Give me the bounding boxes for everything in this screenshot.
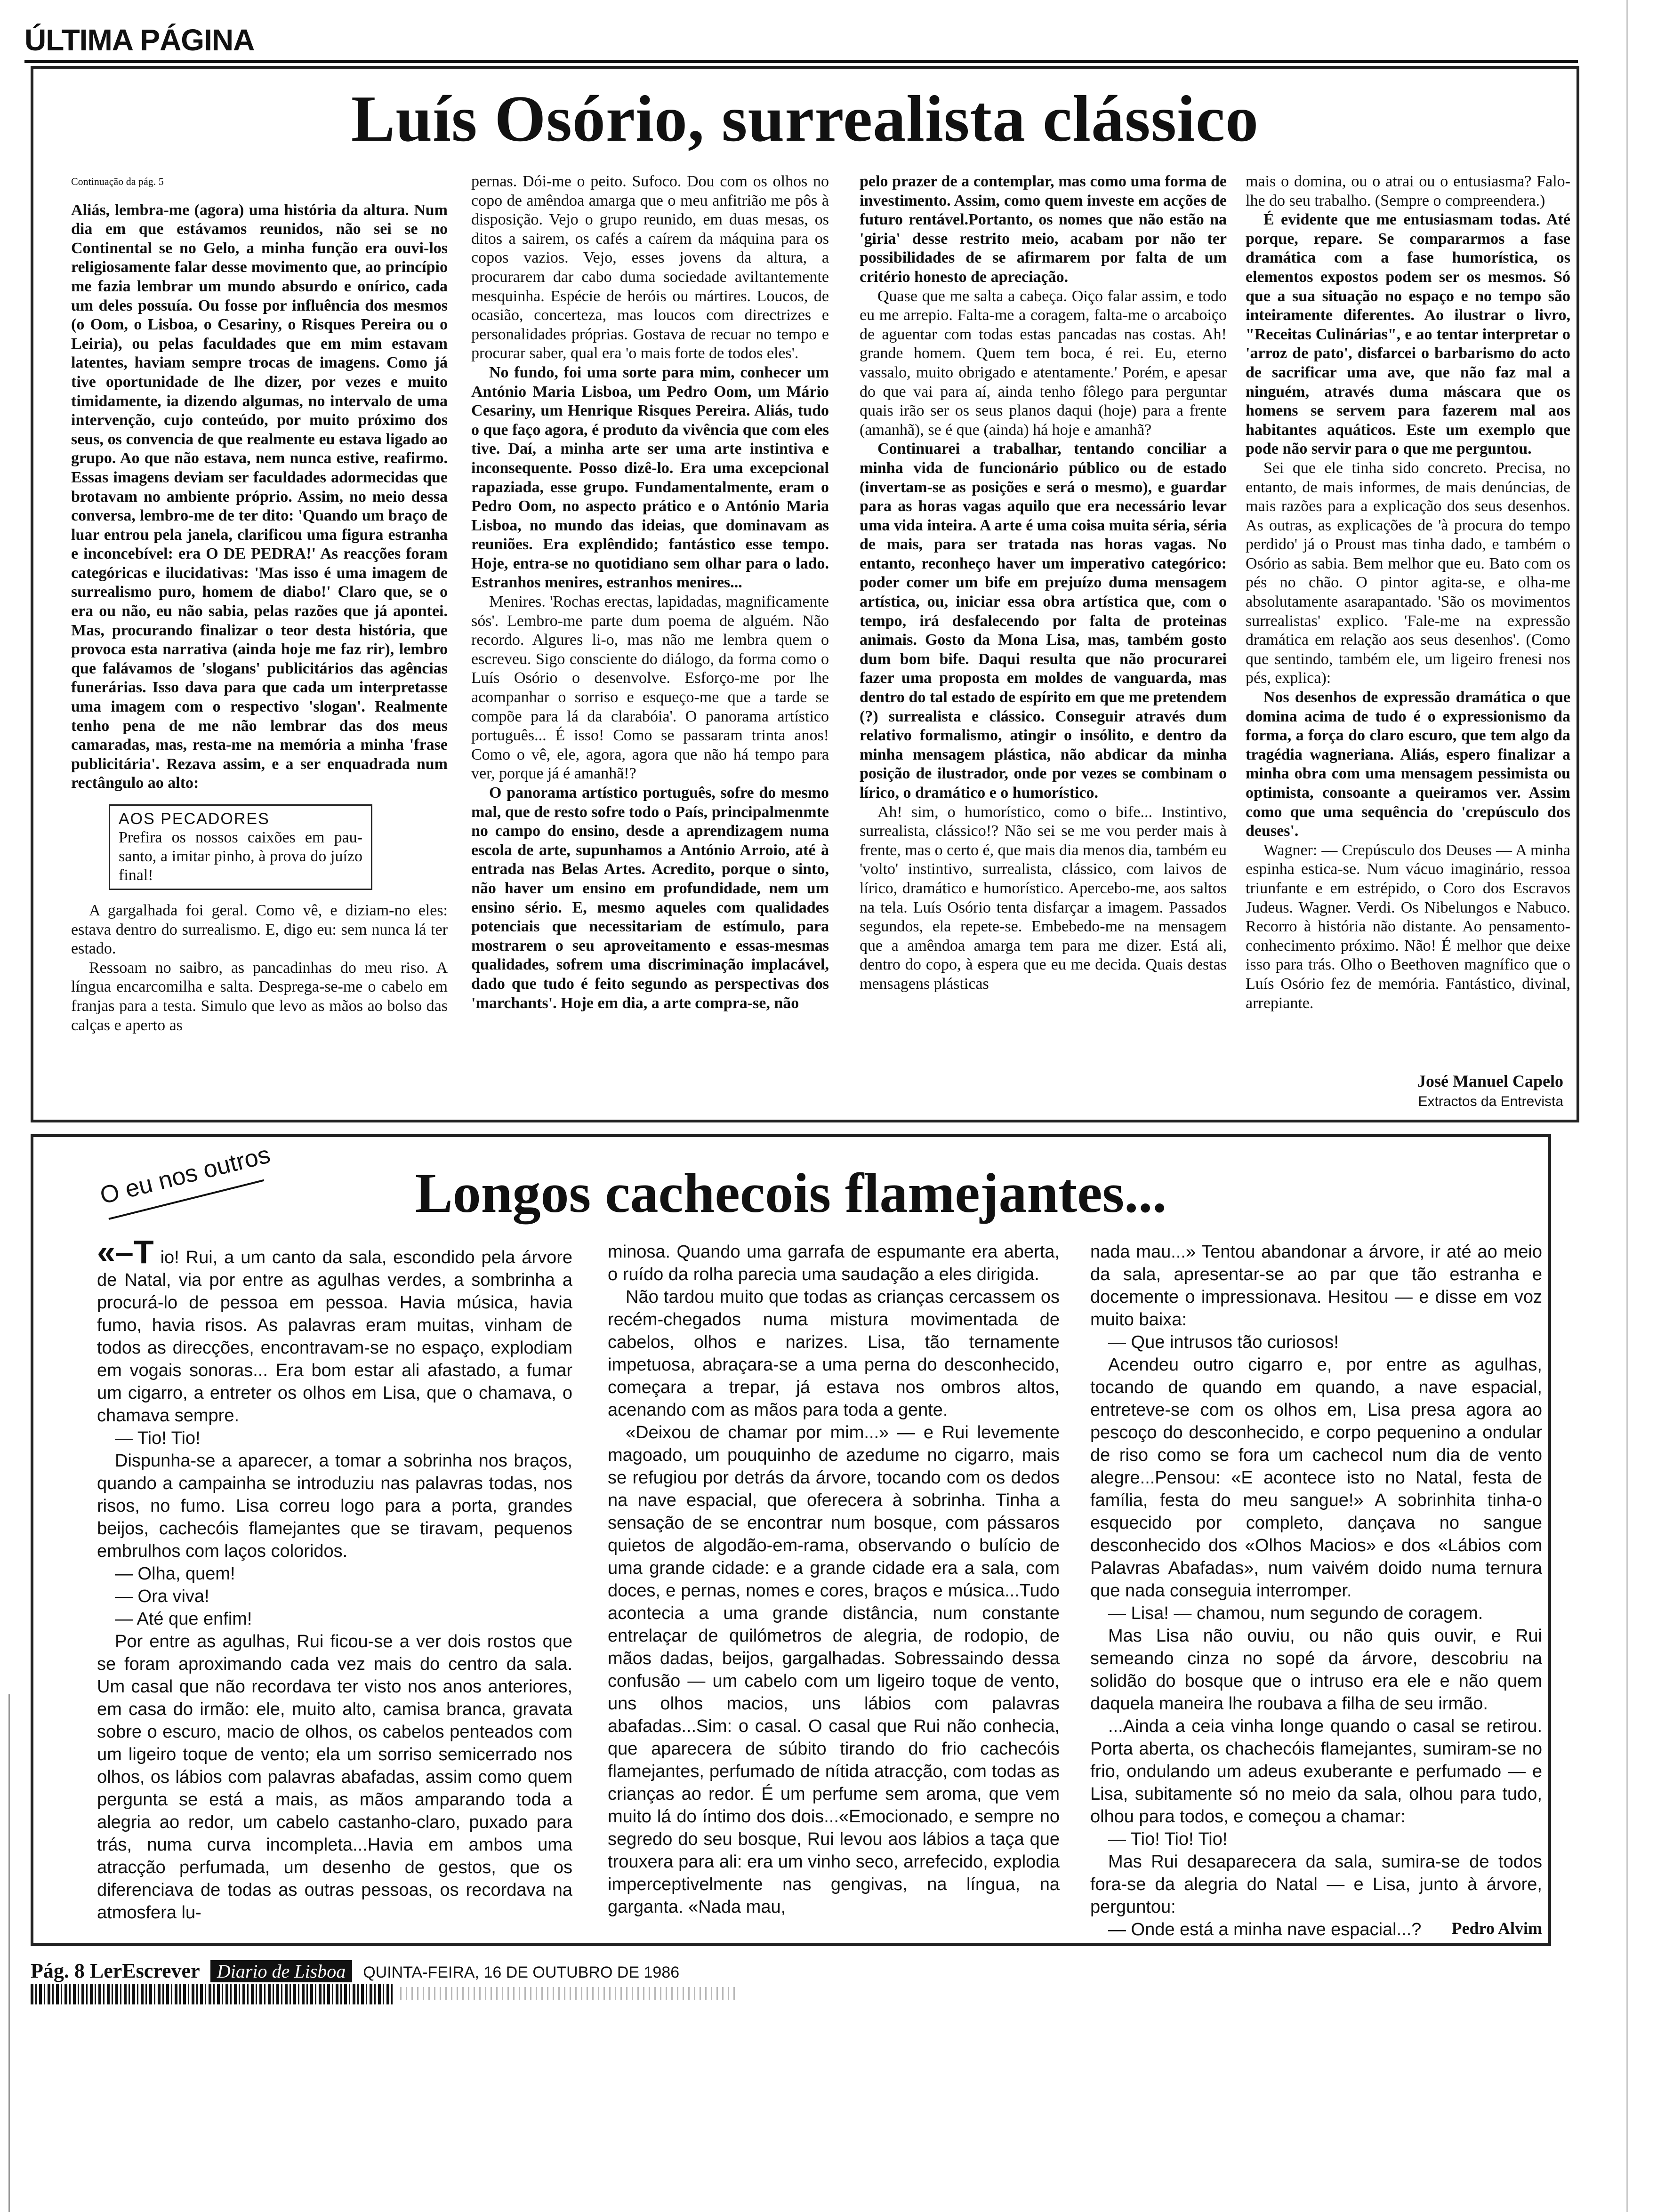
author-source: Extractos da Entrevista (1418, 1094, 1563, 1109)
paragraph: — Até que enfim! (115, 1609, 252, 1629)
continuation-note: Continuação da pág. 5 (71, 176, 164, 187)
paragraph: — Lisa! — chamou, num segundo de coragem. (1108, 1603, 1483, 1623)
paragraph: Por entre as agulhas, Rui ficou-se a ver dois rostos que se foram aproximando cada vez mais do centro da sala. Um casal que não recordava ter visto nos anos anteriores, em casa do irmão: ele, muito alto, camisa branca, gravata sobre o escuro, macio de olhos, os cabelos penteados com um ligeiro toque de vento; ela um sorriso semicerrado nos olhos, os lábios com palavras abafadas, assim como quem pergunta se está a mais, as mãos amparando toda a alegria ao redor, um cabelo castanho-claro, puxado para trás, numa curva incompleta...Havia em ambos uma atracção perfumada, um desenho de gestos, que os diferenciava de todas as outras pessoas, os recordava na atmosfera lu- (97, 1632, 572, 1923)
article-column-3 (860, 172, 1227, 1114)
article-title: Luís Osório, surrealista clássico (351, 82, 1259, 155)
newspaper-logo: Diario de Lisboa (210, 1960, 352, 1982)
paragraph: — Ora viva! (115, 1587, 209, 1606)
quoted-box-title: AOS PECADORES (119, 810, 270, 828)
drop-cap: «–T (97, 1234, 154, 1270)
paragraph: minosa. Quando uma garrafa de espumante era aberta, o ruído da rolha parecia uma saudação a eles dirigida. (608, 1242, 1060, 1284)
top-rule (24, 60, 1578, 63)
paragraph: A gargalhada foi geral. Como vê, e diziam-no eles: estava dentro do surrealismo. E, digo eu: sem nunca lá ter estado. (71, 902, 448, 958)
author-signature: José Manuel Capelo (1417, 1072, 1563, 1090)
page-number: Pág. 8 (31, 1959, 85, 1982)
supplement-name: LerEscrever (89, 1959, 200, 1982)
paragraph: Ah! sim, o humorístico, como o bife... Instintivo, surrealista, clássico!? Não sei se me vou perder mais à frente, mas o certo é, que mais dia menos dia, também eu 'volto' instintivo, surrealista, clássico, com laivos de lírico, dramático e humorístico. Apercebo-me, aos saltos na tela. Luís Osório tenta disfarçar a imagem. Passados segundos, ela repete-se. Embebedo-me na mensagem que a amêndoa amarga tem para me dizer. Está ali, dentro do copo, à espera que eu me decida. Quais destas mensagens plásticas (860, 803, 1227, 993)
paragraph: Nos desenhos de expressão dramática o que domina acima de tudo é o expressionismo da forma, a força do claro escuro, que tem algo da tragédia wagneriana. Aliás, espero finalizar a minha obra com uma mensagem pessimista ou optimista, consoante a queiramos ver. Assim como que uma sequência do 'crepúsculo dos deuses'. (1246, 689, 1570, 840)
paragraph: Sei que ele tinha sido concreto. Precisa, no entanto, de mais informes, de mais denúncias, de mais razões para a explicação dos seus desenhos. As outras, as explicações de 'à procura do tempo perdido' já o Proust mas tinha dado, e também o Osório as sabia. Bem melhor que eu. Bato com os pés no chão. O pintor agita-se, e olha-me absolutamente asarapantado. 'São os movimentos surrealistas' explico. 'Fale-me na expressão dramática em relação aos seus desenhos'. (Como que sentindo, também ele, um ligeiro frenesi nos pés, explica): (1246, 459, 1570, 687)
scan-edge (1626, 0, 1628, 2212)
story-author: Pedro Alvim (1451, 1919, 1542, 1938)
paragraph: Mas Lisa não ouviu, ou não quis ouvir, e Rui semeando cinza no sopé da árvore, descobriu na solidão do bosque que o intruso era ele e não quem daquela maneira lhe roubava a filha de seu irmão. (1090, 1626, 1542, 1714)
paragraph: Ressoam no saibro, as pancadinhas do meu riso. A língua encarcomilha e salta. Desprega-se-me o cabelo em franjas para a testa. Simulo que levo as mãos ao bolso das calças e aperto as (71, 959, 448, 1034)
paragraph (97, 1234, 572, 1427)
issue-date: QUINTA-FEIRA, 16 DE OUTUBRO DE 1986 (363, 1964, 680, 1981)
paragraph: Menires. 'Rochas erectas, lapidadas, magnificamente sós'. Lembro-me parte dum poema de alguém. Não recordo. Algures li-o, mas não me lembra quem o escreveu. Sigo consciente do diálogo, da forma como o Luís Osório o desenvolve. Esforço-me por lhe acompanhar o sorriso e esqueço-me que a tarde se compõe para lá da clarabóia'. O panorama artístico português... É isso! Como se passaram trinta anos! Como o vê, ele, agora, agora que não há tempo para ver, porque já é amanhã!? (471, 593, 829, 783)
paragraph: Wagner: — Crepúsculo dos Deuses — A minha espinha estica-se. Num vácuo imaginário, ressoa triunfante e em estrépido, o Coro dos Escravos Judeus. Wagner. Verdi. Os Nibelungos e Nabuco. Recorro à história não distante. Ao pensamento-conhecimento próximo. Não! É melhor que deixe isso para trás. Olho o Beethoven magnífico que o Luís Osório fez de memória. Fantástico, divinal, arrepiante. (1246, 841, 1570, 1012)
column-kicker: O eu nos outros (97, 1141, 273, 1210)
paragraph: Acendeu outro cigarro e, por entre as agulhas, tocando de quando em quando, a nave espacial, entreteve-se com os olhos em, Lisa presa agora ao pescoço do desconhecido, e corpo pequenino a ondular de riso como se fora um cachecol num dia de vento alegre...Pensou: «E acontece isto no Natal, festa de família, festa do meu sangue!» A sobrinhita tinha-o esquecido por completo, dançava no sangue desconhecido dos «Olhos Macios» e dos «Lábios com Palavras Abafadas», num vaivém doido numa ternura que nada conseguia interromper. (1090, 1355, 1542, 1601)
paragraph: — Onde está a minha nave espacial...? (1108, 1920, 1422, 1940)
story-article (31, 1134, 1551, 1946)
scan-noise (400, 1987, 739, 2000)
paragraph: No fundo, foi uma sorte para mim, conhecer um António Maria Lisboa, um Pedro Oom, um Mário Cesariny, um Henrique Risques Pereira. Aliás, tudo o que faço agora, é produto da vivência que com eles tive. Daí, a minha arte ser uma arte instintiva e inconsequente. Posso dizê-lo. Era uma excepcional rapaziada, esse grupo. Fundamentalmente, eram o Pedro Oom, no aspecto prático e o António Maria Lisboa, no mundo das ideias, que dominavam as reuniões. Era explêndido; fantástico esse tempo. Hoje, entra-se no quotidiano sem olhar para o lado. Estranhos menires, estranhos menires... (471, 363, 829, 592)
paragraph: nada mau...» Tentou abandonar a árvore, ir até ao meio da sala, apresentar-se ao par que tão estranha e docemente o impressionava. Hesitou — e disse em voz muito baixa: (1090, 1242, 1542, 1330)
paragraph: Mas Rui desaparecera da sala, sumira-se de todos fora-se da alegria do Natal — e Lisa, junto à árvore, perguntou: (1090, 1852, 1542, 1917)
paragraph: É evidente que me entusiasmam todas. Até porque, repare. Se compararmos a fase dramática com a fase humorística, os elementos expostos podem ser os mesmos. Só que a sua situação no espaço e no tempo são inteiramente diferentes. Ao ilustrar o livro, "Receitas Culinárias", e ao tentar interpretar o 'arroz de pato', disfarcei o barbarismo do acto de sacrificar uma ave, que não faz mal a ninguém, através duma máscara que os homens se servem para fazerem mal aos habitantes aquáticos. Este um exemplo que pode não servir para o que me perguntou. (1246, 211, 1570, 458)
page-footer (31, 1959, 679, 1983)
story-column-2 (608, 1241, 1060, 1944)
story-title: Longos cachecois flamejantes... (415, 1162, 1167, 1224)
paragraph: «Deixou de chamar por mim...» — e Rui levemente magoado, um pouquinho de azedume no cigarro, mais se refugiou por detrás da árvore, tocando com os dedos na nave espacial, que oferecera à sobrinha. Tinha a sensação de se encontrar num bosque, com pássaros quietos de algodão-em-rama, observando o bulício de uma grande cidade: e a grande cidade era a sala, com doces, e pernas, nomes e cores, braços e música...Tudo acontecia a uma grande distância, num constante entrelaçar de quilómetros de alegria, de rodopio, de mãos dadas, beijos, gargalhadas. Sobressaindo dessa confusão — um cabelo com um ligeiro toque de vento, uns olhos macios, uns lábios com palavras abafadas...Sim: o casal. O casal que Rui não conhecia, que aparecera de súbito tirando do frio cachecóis flamejantes, perfumado de nítida atracção, com todas as crianças ao redor. É um perfume sem aroma, que vem muito lá do íntimo dos dois...«Emocionado, e sempre no segredo do seu bosque, Rui levou aos lábios a taça que trouxera para ali: era um vinho seco, arrefecido, explodia imperceptivelmente nas gengivas, na língua, na garganta. «Nada mau, (608, 1423, 1060, 1917)
section-label: ÚLTIMA PÁGINA (24, 23, 255, 57)
quoted-box (109, 804, 372, 890)
paragraph: Continuarei a trabalhar, tentando conciliar a minha vida de funcionário público ou de estado (invertam-se as posições e será o mesmo), e guardar para as horas vagas aquilo que era necessário levar uma vida inteira. A arte é uma coisa muita séria, séria de mais, para ser tratada nas horas vagas. No entanto, reconheço haver um imperativo categórico: poder comer um bife em prejuízo duma mensagem artística, ou, iniciar essa obra artística que, com o tempo, irá desfalecendo por falta de proteinas animais. Gosto da Mona Lisa, mas, também gosto dum bom bife. Daqui resulta que não procurarei fazer uma proposta em moldes de vanguarda, mas dentro do tal estado de espírito em que me pretendem (?) surrealista e clássico. Conseguir através dum relativo formalismo, atingir o insólito, e dentro da minha mensagem plástica, não abdicar da minha posição de ilustrador, onde por vezes se combinam o lírico, o dramático e o humorístico. (860, 440, 1227, 801)
paragraph: mais o domina, ou o atrai ou o entusiasma? Falo-lhe do seu trabalho. (Sempre o compreendera.) (1246, 173, 1570, 209)
paragraph: — Tio! Tio! Tio! (1108, 1829, 1228, 1849)
interview-article (31, 66, 1579, 1122)
paragraph: Aliás, lembra-me (agora) uma história da altura. Num dia em que estávamos reunidos, não sei se no Continental se no Gelo, a minha função era ouvi-los religiosamente falar desse movimento que, ao princípio me fazia lembrar um mundo absurdo e onírico, cada um deles possuía. Ou fosse por influência dos mesmos (o Oom, o Lisboa, o Cesariny, o Risques Pereira ou o Leiria), ou pelas faculdades que em mim estavam latentes, haviam sempre trocas de imagens. Como já tive oportunidade de lhe dizer, por vezes e muito timidamente, ia dizendo algumas, no intervalo de uma intervenção, cujo conteúdo, por muito próximo dos seus, os convencia de que realmente eu estava ligado ao grupo. Ao que não estava, nem nunca estive, reafirmo. Essas imagens deviam ser faculdades adormecidas que brotavam no ambiente próprio. Assim, no meio dessa conversa, lembro-me de ter dito: 'Quando um braço de luar entrou pela janela, clarificou uma figura estranha e inconcebível: era O DE PEDRA!' As reacções foram categóricas e ilucidativas: 'Mas isso é uma imagem de surrealismo puro, homem de diabo!' Claro que, se o era ou não, eu não sabia, pelas razões que já apontei. Mas, procurando finalizar o teor desta história, que provoca esta narrativa (ainda hoje me faz rir), lembro que falávamos de 'slogans' publicitários das agências funerárias. Isso dava para que cada um interpretasse uma imagem com o respectivo 'slogan'. Realmente tenho pena de me não lembrar das dos meus camaradas, mas, resta-me na memória a minha 'frase publicitária'. Rezava assim, e a ser enquadrada num rectângulo ao alto: (71, 201, 448, 792)
paragraph: pernas. Dói-me o peito. Sufoco. Dou com os olhos no copo de amêndoa amarga que o meu anfitrião me pôs à disposição. Vejo o grupo reunido, em duas mesas, os ditos a sairem, os cafés a caírem da máquina para os copos vazios. Vejo, esses jovens da altura, a procurarem dar cabo duma sociedade aviltantemente mesquinha. Espécie de heróis ou mártires. Loucos, de ocasião, concerteza, mas loucos com directrizes e personalidades próprias. Gostava de recuar no tempo e procurar saber, qual era 'o mais forte de todos eles'. (471, 173, 829, 362)
paragraph-text: io! Rui, a um canto da sala, escondido pela árvore de Natal, via por entre as agulhas verdes, a sombrinha a procurá-lo de pessoa em pessoa. Havia música, havia fumo, havia risos. As palavras eram muitas, vinham de todos as direcções, encontravam-se no espaço, explodiam em vogais sonoras... Era bom estar ali afastado, a fumar um cigarro, a entreter os olhos em Lisa, que o chamava, o chamava sempre. (97, 1248, 572, 1426)
quoted-box-text: Prefira os nossos caixões em pau-santo, a imitar pinho, à prova do juízo final! (119, 829, 362, 884)
scan-edge (8, 1694, 10, 2212)
story-column-1 (97, 1234, 572, 1944)
paragraph: — Olha, quem! (115, 1564, 235, 1584)
paragraph: — Tio! Tio! (115, 1428, 201, 1448)
paragraph: ...Ainda a ceia vinha longe quando o casal se retirou. Porta aberta, os chachecóis flamejantes, sumiram-se no frio, ondulando um adeus exuberante e perfumado — e Lisa, subitamente só no meio da sala, olhou para tudo, olhou para todos, e começou a chamar: (1090, 1716, 1542, 1827)
article-column-2 (471, 172, 829, 1106)
article-column-1 (71, 172, 448, 1106)
paragraph: — Que intrusos tão curiosos! (1108, 1332, 1339, 1352)
article-column-4 (1246, 172, 1570, 1081)
paragraph: O panorama artístico português, sofre do mesmo mal, que de resto sofre todo o País, principalmenmte no campo do ensino, desde a aprendizagem numa escola de arte, supunhamos a António Arroio, até à entrada nas Belas Artes. Acredito, porque o sinto, não haver um ensino em profundidade, nem um ensino sério. E, mesmo aqueles com qualidades potenciais que necessitariam de estímulo, para mostrarem o seu aproveitamento e essas-mesmas qualidades, sofrem uma discriminação implacável, dado que tudo é feito segundo as perspectivas dos 'marchants'. Hoje em dia, a arte compra-se, não (471, 784, 829, 1012)
barcode-strip (31, 1984, 393, 2004)
paragraph: Quase que me salta a cabeça. Oiço falar assim, e todo eu me arrepio. Falta-me a coragem, falta-me o arcaboiço de aguentar com todas estas pancadas nas costas. Ah! grande homem. Quem tem boca, é rei. Eu, eterno vassalo, muito obrigado e atentamente.' Porém, e apesar do que vai para aí, ainda tenho fôlego para perguntar quais irão ser os seus planos daqui (hoje) para a frente (amanhã), se é que (ainda) há hoje e amanhã? (860, 287, 1227, 439)
paragraph: pelo prazer de a contemplar, mas como uma forma de investimento. Assim, como quem investe em acções de futuro rentável.Portanto, os nomes que não estão na 'giria' desse restrito meio, acabam por não ter possibilidades de se afirmarem por falta de um critério honesto de apreciação. (860, 173, 1227, 286)
paragraph: Não tardou muito que todas as crianças cercassem os recém-chegados numa mistura movimentada de cabelos, olhos e narizes. Lisa, tão ternamente impetuosa, abraçara-se a uma perna do desconhecido, começara a trepar, já estava nos ombros altos, acenando com as mãos para toda a gente. (608, 1287, 1060, 1420)
paragraph: Dispunha-se a aparecer, a tomar a sobrinha nos braços, quando a campainha se introduziu nas palavras todas, nos risos, no fumo. Lisa correu logo para a porta, grandes beijos, cachecóis flamejantes que se tiravam, pequenos embrulhos com laços coloridos. (97, 1451, 572, 1561)
